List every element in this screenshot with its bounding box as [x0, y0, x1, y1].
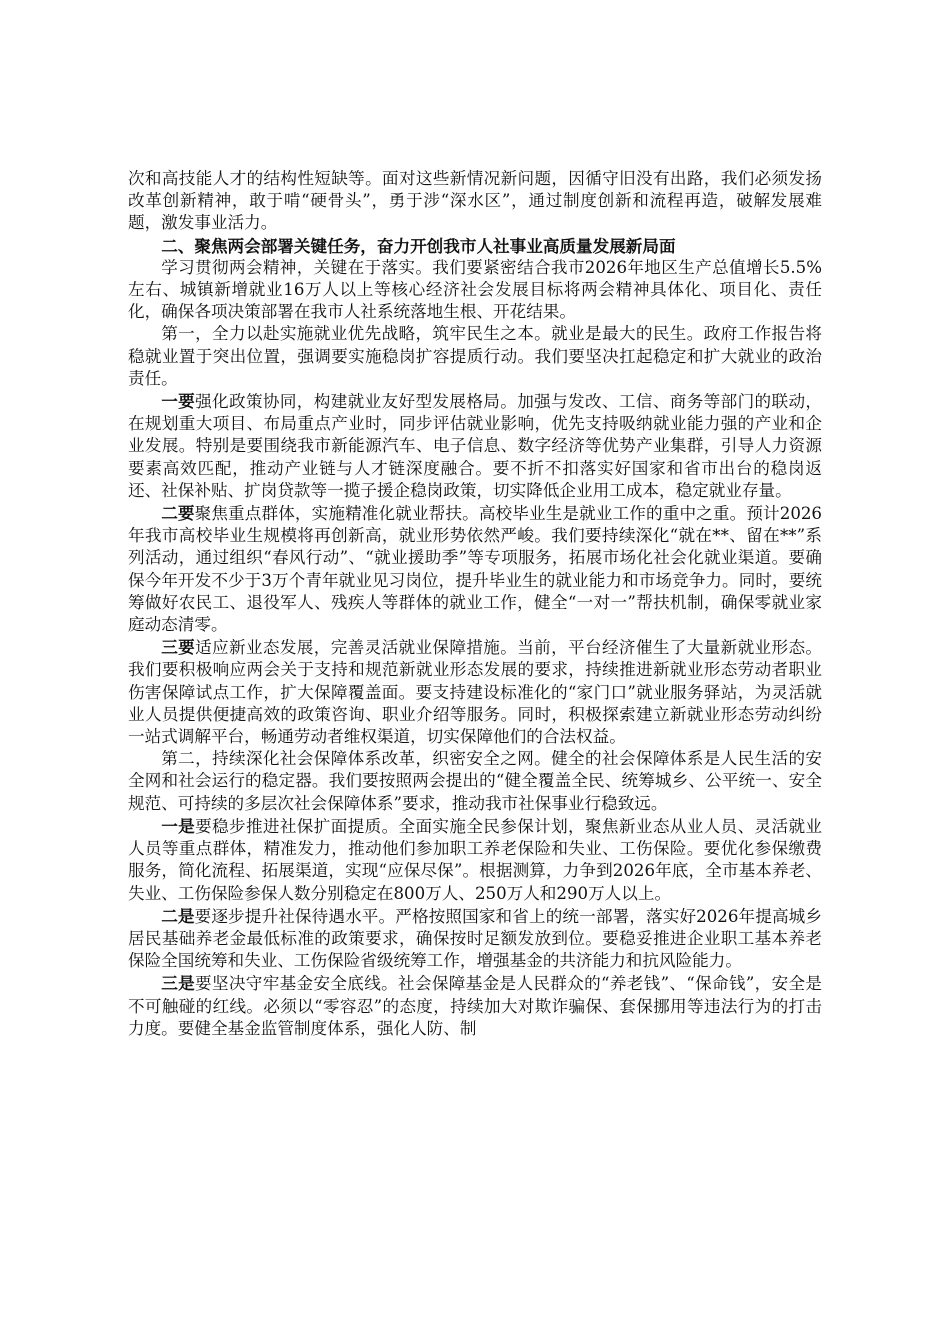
body-text: 适应新业态发展，完善灵活就业保障措施。当前，平台经济催生了大量新就业形态。我们要积极响应两会关于支持和规范新就业形态发展的要求，持续推进新就业形态劳动者职业伤害保障试点工作，扩大保障覆盖面。要支持建设标准化的“家门口”就业服务驿站，为灵活就业人员提供便捷高效的政策咨询、职业介绍等服务。同时，积极探索建立新就业形态劳动纠纷一站式调解平台，畅通劳动者维权渠道，切实保障他们的合法权益。 — [128, 638, 822, 747]
paragraph-employment-1 — [128, 390, 822, 502]
paragraph-security-1 — [128, 815, 822, 905]
lead-text: 一要 — [161, 391, 196, 412]
body-text: 聚焦重点群体，实施精准化就业帮扶。高校毕业生是就业工作的重中之重。预计2026年我市高校毕业生规模将再创新高，就业形势依然严峻。我们要持续深化“就在**、留在**”系列活动，通过组织“春风行动”、“就业援助季”等专项服务，拓展市场化社会化就业渠道。要确保今年开发不少于3万个青年就业见习岗位，提升毕业生的就业能力和市场竞争力。同时，要统筹做好农民工、退役军人、残疾人等群体的就业工作，健全“一对一”帮扶机制，确保零就业家庭动态清零。 — [128, 504, 822, 635]
paragraph-employment-3 — [128, 636, 822, 748]
paragraph-security-2 — [128, 905, 822, 973]
paragraph-employment-2 — [128, 502, 822, 636]
paragraph-first-point: 第一，全力以赴实施就业优先战略，筑牢民生之本。就业是最大的民生。政府工作报告将稳就业置于突出位置，强调要实施稳岗扩容提质行动。我们要坚决扛起稳定和扩大就业的政治责任。 — [128, 324, 822, 388]
paragraph-security-3 — [128, 972, 822, 1040]
lead-text: 三要 — [161, 637, 196, 658]
lead-text: 三是 — [161, 973, 196, 994]
lead-text: 二是 — [161, 905, 195, 926]
lead-text: 一是 — [161, 815, 196, 836]
body-text: 要坚决守牢基金安全底线。社会保障基金是人民群众的“养老钱”、“保命钱”，安全是不可触碰的红线。必须以“零容忍”的态度，持续加大对欺诈骗保、套保挪用等违法行为的打击力度。要健全基金监管制度体系，强化人防、制 — [128, 974, 823, 1038]
body-text: 强化政策协同，构建就业友好型发展格局。加强与发改、工信、商务等部门的联动，在规划重大项目、布局重点产业时，同步评估就业影响，优先支持吸纳就业能力强的产业和企业发展。特别是要围绕我市新能源汽车、电子信息、数字经济等优势产业集群，引导人力资源要素高效匹配，推动产业链与人才链深度融合。要不折不扣落实好国家和省市出台的稳岗返还、社保补贴、扩岗贷款等一揽子援企稳岗政策，切实降低企业用工成本，稳定就业存量。 — [128, 392, 822, 500]
paragraph-second-point: 第二，持续深化社会保障体系改革，织密安全之网。健全的社会保障体系是人民生活的安全网和社会运行的稳定器。我们要按照两会提出的“健全覆盖全民、统筹城乡、公平统一、安全规范、可持续的多层次社会保障体系”要求，推动我市社保事业行稳致远。 — [128, 749, 822, 813]
paragraph-continuation: 次和高技能人才的结构性短缺等。面对这些新情况新问题，因循守旧没有出路，我们必须发扬改革创新精神，敢于啃“硬骨头”，勇于涉“深水区”，通过制度创新和流程再造，破解发展难题，激发事业活力。 — [128, 169, 822, 233]
body-text: 要逐步提升社保待遇水平。严格按照国家和省上的统一部署，落实好2026年提高城乡居民基础养老金最低标准的政策要求，确保按时足额发放到位。要稳妥推进企业职工基本养老保险全国统筹和失业、工伤保险省级统筹工作，增强基金的共济能力和抗风险能力。 — [128, 906, 822, 971]
section-heading: 二、聚焦两会部署关键任务，奋力开创我市人社事业高质量发展新局面 — [161, 235, 676, 256]
body-text: 要稳步推进社保扩面提质。全面实施全民参保计划，聚焦新业态从业人员、灵活就业人员等重点群体，精准发力，推动他们参加职工养老保险和失业、工伤保险。要优化参保缴费服务，简化流程、拓展渠道，实现“应保尽保”。根据测算，力争到2026年底，全市基本养老、失业、工伤保险参保人数分别稳定在800万人、250万人和290万人以上。 — [128, 816, 822, 903]
paragraph-intro: 学习贯彻两会精神，关键在于落实。我们要紧密结合我市2026年地区生产总值增长5.5%左右、城镇新增就业16万人以上等核心经济社会发展目标将两会精神具体化、项目化、责任化，确保各项决策部署在我市人社系统落地生根、开花结果。 — [128, 257, 822, 322]
document-page — [128, 168, 822, 1040]
lead-text: 二要 — [161, 503, 195, 524]
